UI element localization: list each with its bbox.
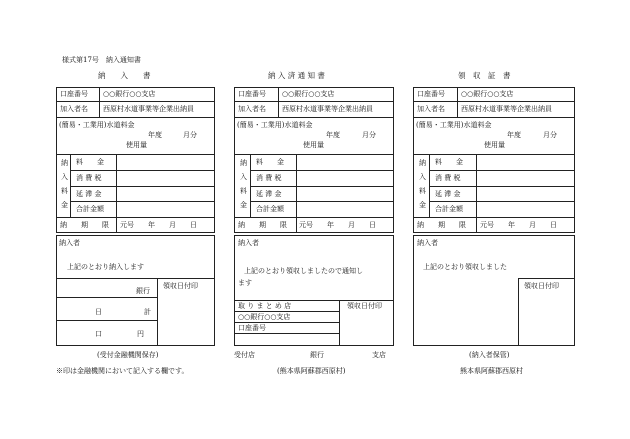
payer-name-label: 納入者	[59, 239, 80, 247]
vertical-char: 料	[419, 187, 426, 195]
vertical-char: 入	[240, 173, 247, 181]
footer-mid: 銀行	[310, 351, 324, 359]
category: (簡易・工業用)水道料金	[59, 121, 135, 129]
row-label: 消 費 税	[256, 174, 282, 182]
row-label: 延 滞 金	[256, 190, 282, 198]
collect-label: 取 り ま と め 店	[238, 302, 292, 310]
row-label: 合計金額	[435, 205, 463, 213]
account-value: ○○銀行○○支店	[282, 90, 335, 98]
payer-label: 加入者名	[60, 105, 88, 113]
period-month: 月分	[543, 131, 557, 139]
payer-value: 西原村水道事業等企業出納員	[103, 105, 194, 113]
row-label: 延 滞 金	[76, 190, 102, 198]
vertical-char: 金	[419, 201, 426, 209]
collect-account: 口座番号	[238, 324, 266, 332]
column-title: 納 入 書	[98, 71, 151, 80]
stamp-label: 領収日付印	[524, 282, 559, 290]
note-line1: 上記のとおり領収しましたので通知し	[244, 267, 363, 275]
row-label: 合計金額	[76, 205, 104, 213]
stamp-label: 領収日付印	[347, 302, 382, 310]
vertical-char: 金	[61, 201, 68, 209]
row-label: 料 金	[256, 158, 284, 166]
payer-label: 加入者名	[238, 105, 266, 113]
row-label: 延 滞 金	[435, 190, 461, 198]
footer-left: 受付店	[234, 351, 255, 359]
period-year: 年度	[507, 131, 521, 139]
stamp-label: 領収日付印	[163, 282, 198, 290]
footer-right: 支店	[372, 351, 386, 359]
usage: 使用量	[484, 141, 505, 149]
yen-label: 口 円	[95, 330, 144, 338]
row-label: 料 金	[435, 158, 463, 166]
collect-bank: ○○銀行○○支店	[238, 313, 291, 321]
vertical-char: 入	[61, 173, 68, 181]
note-line2: ます	[238, 279, 252, 287]
account-label: 口座番号	[238, 90, 266, 98]
period-year: 年度	[148, 131, 162, 139]
payer-name-label: 納入者	[238, 239, 259, 247]
row-label: 消 費 税	[435, 174, 461, 182]
period-month: 月分	[362, 131, 376, 139]
vertical-char: 料	[61, 187, 68, 195]
lower-table	[413, 235, 575, 346]
usage: 使用量	[126, 141, 147, 149]
usage: 使用量	[303, 141, 324, 149]
vertical-char: 納	[61, 159, 68, 167]
due-label: 納 期 限	[417, 221, 466, 229]
bank-label: 銀行	[136, 287, 150, 295]
footer: (受付金融機関保存)	[97, 351, 159, 359]
row-label: 料 金	[76, 158, 104, 166]
row-label: 消 費 税	[76, 174, 102, 182]
vertical-char: 納	[419, 159, 426, 167]
note: 上記のとおり納入します	[67, 263, 144, 271]
account-value: ○○銀行○○支店	[461, 90, 514, 98]
due-value: 元号 年 月 日	[480, 221, 557, 229]
payer-label: 加入者名	[417, 105, 445, 113]
vertical-char: 入	[419, 173, 426, 181]
row-label: 合計金額	[256, 205, 284, 213]
date-label: 日 計	[95, 308, 151, 316]
form-number: 様式第17号 納入通知書	[62, 56, 141, 64]
payer-value: 西原村水道事業等企業出納員	[282, 105, 373, 113]
category: (簡易・工業用)水道料金	[237, 121, 313, 129]
issuer: (熊本県阿蘇郡西原村)	[277, 367, 346, 375]
vertical-char: 納	[240, 159, 247, 167]
due-label: 納 期 限	[60, 221, 109, 229]
category: (簡易・工業用)水道料金	[416, 121, 492, 129]
issuer-plain: 熊本県阿蘇郡西原村	[460, 367, 523, 375]
due-label: 納 期 限	[238, 221, 287, 229]
footer: (納入者保管)	[469, 351, 510, 359]
due-value: 元号 年 月 日	[120, 221, 197, 229]
account-value: ○○銀行○○支店	[103, 90, 156, 98]
period-year: 年度	[326, 131, 340, 139]
note: 上記のとおり領収しました	[423, 263, 507, 271]
vertical-char: 金	[240, 201, 247, 209]
due-value: 元号 年 月 日	[299, 221, 376, 229]
account-label: 口座番号	[417, 90, 445, 98]
column-title: 領 収 証 書	[458, 71, 511, 80]
payer-name-label: 納入者	[417, 239, 438, 247]
column-title: 納 入 済 通 知 書	[268, 71, 325, 80]
vertical-char: 料	[240, 187, 247, 195]
payer-value: 西原村水道事業等企業出納員	[461, 105, 552, 113]
period-month: 月分	[183, 131, 197, 139]
account-label: 口座番号	[60, 90, 88, 98]
bottom-note: ※印は金融機関において記入する欄です。	[56, 367, 189, 375]
